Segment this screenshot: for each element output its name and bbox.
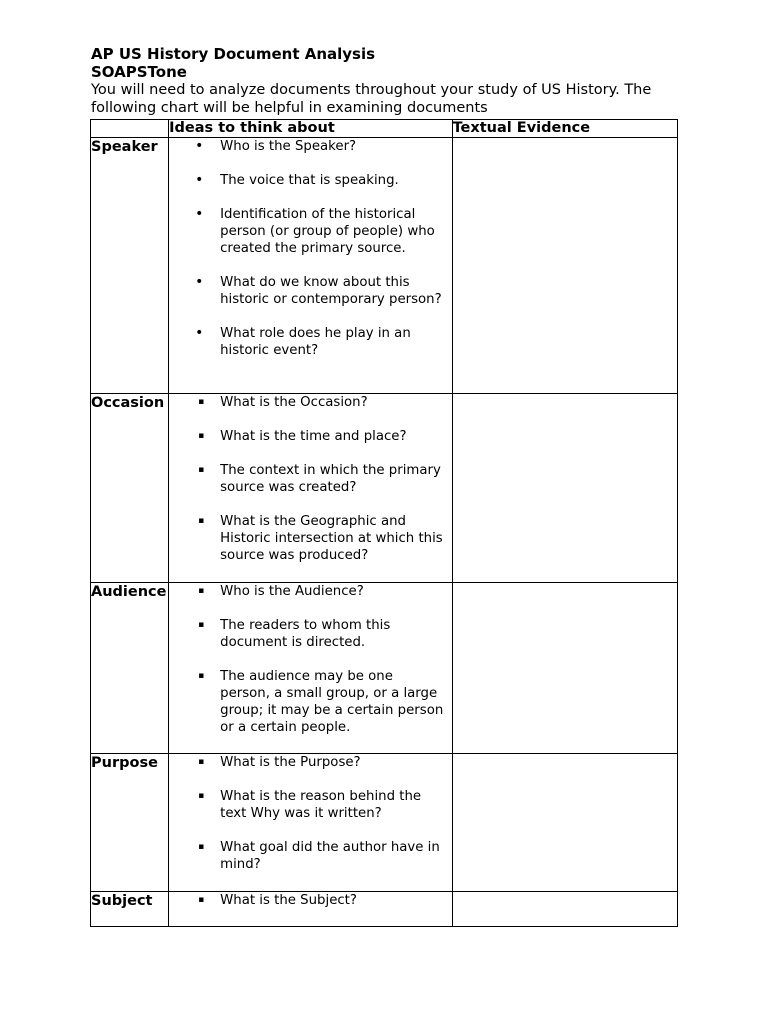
- list-item: [169, 839, 451, 873]
- square-bullet-icon: ▪: [198, 791, 205, 801]
- ideas-list: [169, 754, 451, 873]
- list-item: [169, 325, 451, 359]
- list-item-text: What do we know about this historic or contemporary person?: [220, 275, 442, 307]
- list-item-text: What is the reason behind the text Why was it written?: [220, 789, 422, 821]
- list-item: [169, 206, 451, 257]
- list-item-text: What is the Geographic and Historic intersection at which this source was produced?: [220, 514, 443, 563]
- table-row: [91, 892, 678, 927]
- list-item-text: What is the Occasion?: [220, 395, 368, 410]
- list-item-text: The context in which the primary source was created?: [220, 463, 441, 495]
- list-item: [169, 892, 451, 909]
- list-item-text: What is the Subject?: [220, 893, 357, 908]
- round-bullet-icon: •: [195, 325, 204, 341]
- evidence-cell[interactable]: [452, 138, 677, 394]
- document-header: [91, 45, 681, 117]
- list-item: [169, 394, 451, 411]
- ideas-cell: [169, 138, 452, 394]
- table-header-row: [91, 120, 678, 138]
- square-bullet-icon: ▪: [198, 516, 205, 526]
- row-label: Subject: [91, 892, 169, 927]
- list-item-text: The voice that is speaking.: [220, 173, 399, 188]
- list-item: [169, 788, 451, 822]
- list-item-text: What is the time and place?: [220, 429, 407, 444]
- list-item: [169, 754, 451, 771]
- square-bullet-icon: ▪: [198, 671, 205, 681]
- list-item-text: What goal did the author have in mind?: [220, 840, 440, 872]
- list-item: [169, 172, 451, 189]
- list-item: [169, 668, 451, 736]
- list-item-text: Who is the Audience?: [220, 584, 364, 599]
- square-bullet-icon: ▪: [198, 465, 205, 475]
- ideas-list: [169, 892, 451, 909]
- evidence-cell[interactable]: [452, 394, 677, 583]
- square-bullet-icon: ▪: [198, 431, 205, 441]
- row-label: Audience: [91, 583, 169, 754]
- round-bullet-icon: •: [195, 172, 204, 188]
- list-item-text: What role does he play in an historic event?: [220, 326, 411, 358]
- ideas-list: [169, 138, 451, 359]
- header-empty-cell: [91, 120, 169, 138]
- square-bullet-icon: ▪: [198, 620, 205, 630]
- ideas-cell: [169, 754, 452, 892]
- table-row: [91, 394, 678, 583]
- ideas-cell: [169, 892, 452, 927]
- square-bullet-icon: ▪: [198, 397, 205, 407]
- square-bullet-icon: ▪: [198, 757, 205, 767]
- list-item: [169, 428, 451, 445]
- intro-text: You will need to analyze documents throughout your study of US History. The following chart will be helpful in examining documents: [91, 82, 652, 116]
- evidence-cell[interactable]: [452, 892, 677, 927]
- round-bullet-icon: •: [195, 138, 204, 154]
- list-item-text: What is the Purpose?: [220, 755, 361, 770]
- table-row: [91, 138, 678, 394]
- ideas-list: [169, 583, 451, 736]
- list-item-text: Identification of the historical person (or group of people) who created the primary source.: [220, 207, 435, 256]
- list-item: [169, 617, 451, 651]
- square-bullet-icon: ▪: [198, 895, 205, 905]
- list-item-text: The readers to whom this document is directed.: [220, 618, 391, 650]
- row-label: Purpose: [91, 754, 169, 892]
- document-subtitle: SOAPSTone: [91, 63, 187, 81]
- square-bullet-icon: ▪: [198, 586, 205, 596]
- evidence-cell[interactable]: [452, 583, 677, 754]
- round-bullet-icon: •: [195, 206, 204, 222]
- table-row: [91, 754, 678, 892]
- square-bullet-icon: ▪: [198, 842, 205, 852]
- round-bullet-icon: •: [195, 274, 204, 290]
- list-item-text: Who is the Speaker?: [220, 139, 357, 154]
- header-ideas: Ideas to think about: [169, 120, 452, 138]
- ideas-cell: [169, 394, 452, 583]
- header-evidence: Textual Evidence: [452, 120, 677, 138]
- list-item: [169, 138, 451, 155]
- list-item: [169, 462, 451, 496]
- list-item: [169, 583, 451, 600]
- list-item-text: The audience may be one person, a small group, or a large group; it may be a certain person or a certain people.: [220, 669, 444, 735]
- row-label: Speaker: [91, 138, 169, 394]
- row-label: Occasion: [91, 394, 169, 583]
- ideas-cell: [169, 583, 452, 754]
- list-item: [169, 513, 451, 564]
- soapstone-table: [90, 119, 678, 927]
- table-row: [91, 583, 678, 754]
- list-item: [169, 274, 451, 308]
- ideas-list: [169, 394, 451, 564]
- evidence-cell[interactable]: [452, 754, 677, 892]
- document-title: AP US History Document Analysis: [91, 45, 376, 63]
